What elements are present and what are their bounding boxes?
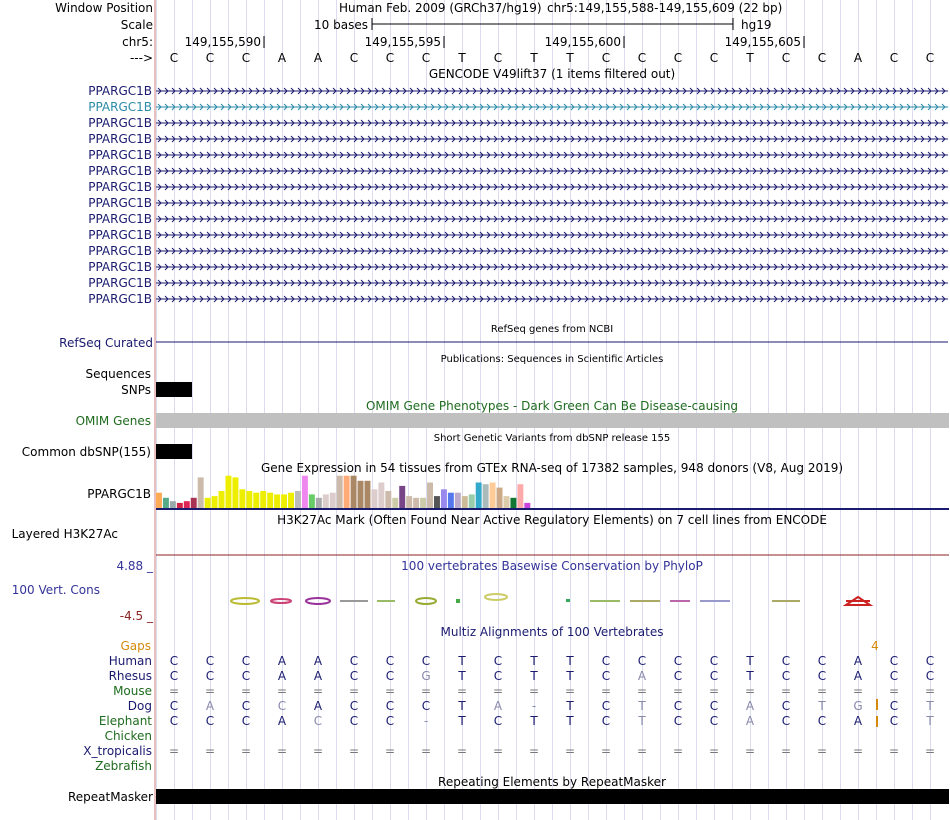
multiz-base: T	[566, 699, 574, 713]
multiz-base: A	[637, 669, 647, 683]
gtex-bar[interactable]	[434, 496, 440, 508]
multiz-base: A	[313, 654, 323, 668]
gencode-item-label[interactable]: PPARGC1B	[88, 228, 152, 242]
multiz-base: C	[385, 699, 395, 713]
gencode-item-label[interactable]: PPARGC1B	[88, 212, 152, 226]
multiz-base: =	[420, 684, 432, 698]
multiz-base: C	[817, 654, 827, 668]
gencode-item-label[interactable]: PPARGC1B	[88, 164, 152, 178]
multiz-base: T	[530, 714, 538, 728]
gtex-bar[interactable]	[184, 501, 190, 508]
gap-marker: 4	[871, 639, 879, 653]
phylop-min-label: -4.5 _	[119, 609, 153, 623]
phylop-title: 100 vertebrates Basewise Conservation by PhyloP	[401, 559, 703, 573]
gtex-bar[interactable]	[448, 493, 454, 508]
gtex-bar[interactable]	[385, 491, 391, 508]
multiz-base: =	[564, 684, 576, 698]
multiz-base: C	[241, 714, 251, 728]
multiz-base: T	[566, 654, 574, 668]
multiz-base: C	[709, 714, 719, 728]
publications-label[interactable]: Sequences	[85, 367, 151, 381]
sequence-base: A	[277, 51, 287, 65]
gtex-bar[interactable]	[288, 493, 294, 508]
gtex-bar[interactable]	[392, 498, 398, 508]
gtex-bar[interactable]	[330, 493, 336, 508]
multiz-base: =	[348, 684, 360, 698]
multiz-base: C	[421, 699, 431, 713]
repeatmasker-title: Repeating Elements by RepeatMasker	[438, 775, 666, 789]
gtex-bar[interactable]	[212, 496, 218, 508]
multiz-base: C	[385, 714, 395, 728]
gtex-bar[interactable]	[274, 494, 280, 508]
gtex-title: Gene Expression in 54 tissues from GTEx RNA-seq of 17382 samples, 948 donors (V8, Aug 2019)	[260, 461, 844, 475]
gtex-bar[interactable]	[406, 496, 412, 508]
repeatmasker-label[interactable]: RepeatMasker	[67, 790, 153, 804]
sequence-base: T	[458, 51, 466, 65]
sequence-base: C	[493, 51, 503, 65]
multiz-base: C	[889, 669, 899, 683]
multiz-base: =	[852, 744, 864, 758]
gtex-bar[interactable]	[295, 491, 301, 508]
multiz-base: =	[744, 744, 756, 758]
omim-label[interactable]: OMIM Genes	[75, 414, 151, 428]
multiz-alignments[interactable]	[83, 654, 935, 773]
multiz-base: =	[744, 684, 756, 698]
multiz-base: =	[204, 684, 216, 698]
gtex-bar[interactable]	[469, 494, 475, 508]
phylop-label[interactable]: 100 Vert. Cons	[11, 583, 100, 597]
gtex-bar[interactable]	[253, 493, 259, 508]
multiz-base: -	[423, 714, 429, 728]
multiz-base: =	[852, 684, 864, 698]
multiz-base: =	[924, 744, 936, 758]
multiz-base: =	[168, 744, 180, 758]
multiz-base: =	[240, 744, 252, 758]
multiz-base: C	[385, 654, 395, 668]
gtex-bar[interactable]	[232, 477, 238, 508]
gtex-bar[interactable]	[239, 489, 245, 508]
multiz-base: =	[240, 684, 252, 698]
multiz-base: G	[421, 669, 431, 683]
gtex-bar[interactable]	[344, 476, 350, 508]
gtex-bar[interactable]	[246, 491, 252, 508]
gtex-bar[interactable]	[198, 477, 204, 508]
multiz-base: =	[636, 684, 648, 698]
multiz-base: C	[673, 699, 683, 713]
multiz-species-label[interactable]: Zebrafish	[95, 759, 152, 773]
sequence-base: T	[530, 51, 538, 65]
multiz-base: A	[205, 699, 215, 713]
gtex-bar[interactable]	[163, 498, 169, 508]
multiz-base: =	[168, 684, 180, 698]
gencode-track[interactable]	[88, 84, 948, 306]
multiz-base: C	[421, 654, 431, 668]
gtex-bar[interactable]	[358, 481, 364, 508]
gencode-item-label[interactable]: PPARGC1B	[88, 116, 152, 130]
multiz-base: T	[566, 714, 574, 728]
multiz-base: T	[566, 669, 574, 683]
multiz-base: =	[672, 744, 684, 758]
multiz-base: C	[637, 654, 647, 668]
phylop-glyphs	[231, 594, 870, 605]
h3k27ac-label[interactable]: Layered H3K27Ac	[11, 527, 118, 541]
multiz-base: C	[925, 654, 935, 668]
gtex-bar[interactable]	[427, 483, 433, 509]
multiz-base: A	[277, 714, 287, 728]
gencode-item-label[interactable]: PPARGC1B	[88, 196, 152, 210]
multiz-base: =	[564, 744, 576, 758]
multiz-base: =	[600, 684, 612, 698]
multiz-base: =	[672, 684, 684, 698]
multiz-base: C	[673, 669, 683, 683]
multiz-base: T	[530, 669, 538, 683]
multiz-base: =	[348, 744, 360, 758]
multiz-base: T	[746, 654, 754, 668]
sequence-base: C	[889, 51, 899, 65]
multiz-base: C	[385, 669, 395, 683]
db-text: hg19	[741, 18, 772, 32]
gtex-bar[interactable]	[399, 486, 405, 508]
gencode-item-label[interactable]: PPARGC1B	[88, 292, 152, 306]
gtex-bar[interactable]	[205, 498, 211, 508]
gtex-bar[interactable]	[455, 493, 461, 508]
multiz-species-label[interactable]: Elephant	[98, 714, 152, 728]
gtex-bar[interactable]	[281, 494, 287, 508]
multiz-species-label[interactable]: Dog	[127, 699, 152, 713]
sequence-base: A	[313, 51, 323, 65]
window-position-label: Window Position	[55, 1, 153, 15]
gtex-bars[interactable]	[156, 476, 530, 508]
gtex-bar[interactable]	[371, 489, 377, 508]
omim-bar[interactable]	[156, 413, 949, 428]
multiz-base: C	[709, 654, 719, 668]
multiz-base: T	[926, 699, 934, 713]
multiz-base: T	[458, 669, 466, 683]
multiz-base: T	[638, 714, 646, 728]
multiz-base: A	[853, 654, 863, 668]
sequence-base: T	[746, 51, 754, 65]
gtex-bar[interactable]	[462, 496, 468, 508]
sequence-base: A	[853, 51, 863, 65]
multiz-base: C	[817, 669, 827, 683]
multiz-title: Multiz Alignments of 100 Vertebrates	[440, 625, 664, 639]
refseq-label[interactable]: RefSeq Curated	[59, 336, 153, 350]
multiz-base: A	[493, 699, 503, 713]
gtex-bar[interactable]	[365, 481, 371, 508]
gencode-item-label[interactable]: PPARGC1B	[88, 180, 152, 194]
gencode-item-label[interactable]: PPARGC1B	[88, 84, 152, 98]
chrom-label: chr5:	[122, 35, 153, 49]
multiz-species-label[interactable]: Human	[108, 654, 152, 668]
assembly-text: Human Feb. 2009 (GRCh37/hg19)	[339, 1, 542, 15]
gencode-item-label[interactable]: PPARGC1B	[88, 244, 152, 258]
multiz-base: -	[531, 699, 537, 713]
omim-title: OMIM Gene Phenotypes - Dark Green Can Be Disease-causing	[365, 399, 739, 413]
multiz-base: A	[853, 669, 863, 683]
multiz-base: =	[204, 744, 216, 758]
multiz-base: =	[312, 744, 324, 758]
multiz-base: T	[458, 714, 466, 728]
multiz-base: C	[241, 654, 251, 668]
dbsnp-label[interactable]: Common dbSNP(155)	[21, 445, 151, 459]
multiz-base: C	[277, 699, 287, 713]
multiz-base: A	[313, 669, 323, 683]
multiz-base: A	[313, 699, 323, 713]
gtex-bar[interactable]	[413, 498, 419, 508]
multiz-base: C	[205, 714, 215, 728]
multiz-base: C	[889, 654, 899, 668]
multiz-base: =	[600, 744, 612, 758]
multiz-base: =	[780, 684, 792, 698]
ruler-tick-label: 149,155,595	[364, 35, 441, 49]
multiz-base: =	[816, 744, 828, 758]
multiz-base: =	[492, 684, 504, 698]
repeatmasker-bar[interactable]	[156, 789, 949, 804]
sequence-base: C	[241, 51, 251, 65]
multiz-base: C	[601, 699, 611, 713]
ruler-tick-label: 149,155,600	[544, 35, 621, 49]
multiz-species-label[interactable]: Chicken	[104, 729, 152, 743]
gtex-bar[interactable]	[497, 488, 503, 508]
multiz-base: C	[313, 714, 323, 728]
multiz-base: =	[816, 684, 828, 698]
multiz-base: =	[456, 684, 468, 698]
sequence-base: C	[421, 51, 431, 65]
gencode-item-label[interactable]: PPARGC1B	[88, 260, 152, 274]
multiz-base: A	[853, 714, 863, 728]
gtex-bar[interactable]	[177, 503, 183, 508]
multiz-base: =	[528, 744, 540, 758]
ruler-ticks	[185, 35, 804, 49]
gtex-bar[interactable]	[378, 483, 384, 509]
gtex-bar[interactable]	[309, 494, 315, 508]
multiz-base: G	[853, 699, 863, 713]
gencode-item-label[interactable]: PPARGC1B	[88, 276, 152, 290]
multiz-base: =	[780, 744, 792, 758]
sequence-base: C	[601, 51, 611, 65]
multiz-base: C	[601, 654, 611, 668]
multiz-base: C	[169, 654, 179, 668]
gtex-bar[interactable]	[476, 483, 482, 509]
multiz-base: A	[745, 714, 755, 728]
sequence-base: C	[925, 51, 935, 65]
multiz-base: C	[493, 669, 503, 683]
multiz-base: C	[889, 714, 899, 728]
multiz-base: A	[745, 699, 755, 713]
multiz-base: C	[925, 669, 935, 683]
scale-bar	[372, 18, 733, 30]
dbsnp-block[interactable]	[156, 444, 192, 459]
multiz-base: C	[673, 654, 683, 668]
multiz-base: C	[601, 714, 611, 728]
scale-text: 10 bases	[314, 18, 368, 32]
gtex-bar[interactable]	[524, 503, 530, 508]
multiz-base: C	[493, 654, 503, 668]
multiz-base: =	[384, 744, 396, 758]
multiz-base: C	[349, 654, 359, 668]
multiz-base: A	[277, 669, 287, 683]
phylop-max-label: 4.88 _	[116, 559, 153, 573]
gencode-item-label[interactable]: PPARGC1B	[88, 132, 152, 146]
multiz-base: =	[888, 684, 900, 698]
multiz-base: =	[924, 684, 936, 698]
snps-label[interactable]: SNPs	[121, 383, 151, 397]
multiz-base: =	[636, 744, 648, 758]
multiz-base: =	[420, 744, 432, 758]
gtex-bar[interactable]	[260, 491, 266, 508]
scale-label: Scale	[120, 18, 153, 32]
sequence-base: C	[637, 51, 647, 65]
multiz-base: C	[673, 714, 683, 728]
multiz-base: T	[638, 699, 646, 713]
multiz-base: =	[276, 744, 288, 758]
gtex-bar[interactable]	[267, 493, 273, 508]
gtex-bar[interactable]	[170, 501, 176, 508]
multiz-base: =	[708, 684, 720, 698]
sequence-base: C	[673, 51, 683, 65]
multiz-base: =	[276, 684, 288, 698]
gtex-bar[interactable]	[302, 476, 308, 508]
gtex-bar[interactable]	[490, 483, 496, 509]
multiz-base: C	[709, 669, 719, 683]
multiz-base: C	[817, 714, 827, 728]
multiz-base: C	[169, 669, 179, 683]
gtex-bar[interactable]	[420, 498, 426, 508]
multiz-base: =	[708, 744, 720, 758]
sequence-base: C	[709, 51, 719, 65]
sequence-base: C	[349, 51, 359, 65]
multiz-species-label[interactable]: Rhesus	[108, 669, 152, 683]
multiz-base: C	[241, 699, 251, 713]
refseq-title: RefSeq genes from NCBI	[490, 324, 614, 335]
multiz-species-label[interactable]: Mouse	[113, 684, 152, 698]
multiz-base: =	[888, 744, 900, 758]
snps-block[interactable]	[156, 382, 192, 397]
multiz-base: C	[781, 699, 791, 713]
multiz-base: C	[349, 699, 359, 713]
gtex-bar[interactable]	[191, 498, 197, 508]
multiz-base: T	[818, 699, 826, 713]
gtex-bar[interactable]	[517, 484, 523, 508]
gtex-bar[interactable]	[323, 494, 329, 508]
multiz-base: C	[781, 714, 791, 728]
ruler-tick-label: 149,155,590	[184, 35, 261, 49]
gtex-bar[interactable]	[337, 476, 343, 508]
multiz-base: =	[492, 744, 504, 758]
multiz-species-label[interactable]: X_tropicalis	[83, 744, 152, 758]
sequence-base: C	[205, 51, 215, 65]
sequence-base: C	[817, 51, 827, 65]
multiz-base: C	[349, 714, 359, 728]
multiz-base: =	[312, 684, 324, 698]
multiz-base: C	[205, 654, 215, 668]
gtex-bar[interactable]	[156, 493, 162, 508]
gencode-item-label[interactable]: PPARGC1B	[88, 148, 152, 162]
ruler-tick-label: 149,155,605	[724, 35, 801, 49]
multiz-base: C	[781, 654, 791, 668]
sequence-row	[170, 51, 934, 65]
multiz-base: C	[349, 669, 359, 683]
gtex-bar[interactable]	[510, 498, 516, 508]
gencode-item-label[interactable]: PPARGC1B	[88, 100, 152, 114]
multiz-base: C	[169, 714, 179, 728]
multiz-base: C	[241, 669, 251, 683]
multiz-base: C	[205, 669, 215, 683]
multiz-base: A	[277, 654, 287, 668]
gtex-bar[interactable]	[483, 484, 489, 508]
gtex-bar[interactable]	[226, 476, 232, 508]
multiz-base: T	[530, 654, 538, 668]
multiz-base: T	[926, 714, 934, 728]
gtex-label[interactable]: PPARGC1B	[87, 487, 151, 501]
multiz-base: =	[456, 744, 468, 758]
sequence-base: T	[566, 51, 574, 65]
multiz-base: T	[458, 699, 466, 713]
multiz-base: C	[781, 669, 791, 683]
multiz-base: T	[458, 654, 466, 668]
gaps-label: Gaps	[120, 639, 151, 653]
gtex-bar[interactable]	[316, 498, 322, 508]
multiz-base: =	[528, 684, 540, 698]
h3k27ac-title: H3K27Ac Mark (Often Found Near Active Regulatory Elements) on 7 cell lines from ENCODE	[277, 513, 827, 527]
publications-title: Publications: Sequences in Scientific Articles	[440, 354, 664, 365]
gtex-bar[interactable]	[219, 491, 225, 508]
gencode-title: GENCODE V49lift37 (1 items filtered out)	[428, 67, 676, 81]
sequence-base: C	[169, 51, 179, 65]
multiz-base: C	[493, 714, 503, 728]
sequence-base: C	[781, 51, 791, 65]
gtex-bar[interactable]	[441, 489, 447, 508]
multiz-base: C	[889, 699, 899, 713]
gtex-bar[interactable]	[351, 476, 357, 508]
position-text: chr5:149,155,588-149,155,609 (22 bp)	[547, 1, 783, 15]
multiz-base: T	[746, 669, 754, 683]
sequence-base: C	[385, 51, 395, 65]
multiz-base: C	[169, 699, 179, 713]
strand-label: --->	[129, 51, 153, 65]
gtex-bar[interactable]	[504, 496, 510, 508]
multiz-base: C	[709, 699, 719, 713]
dbsnp-title: Short Genetic Variants from dbSNP release 155	[433, 433, 671, 444]
multiz-base: C	[601, 669, 611, 683]
multiz-base: =	[384, 684, 396, 698]
